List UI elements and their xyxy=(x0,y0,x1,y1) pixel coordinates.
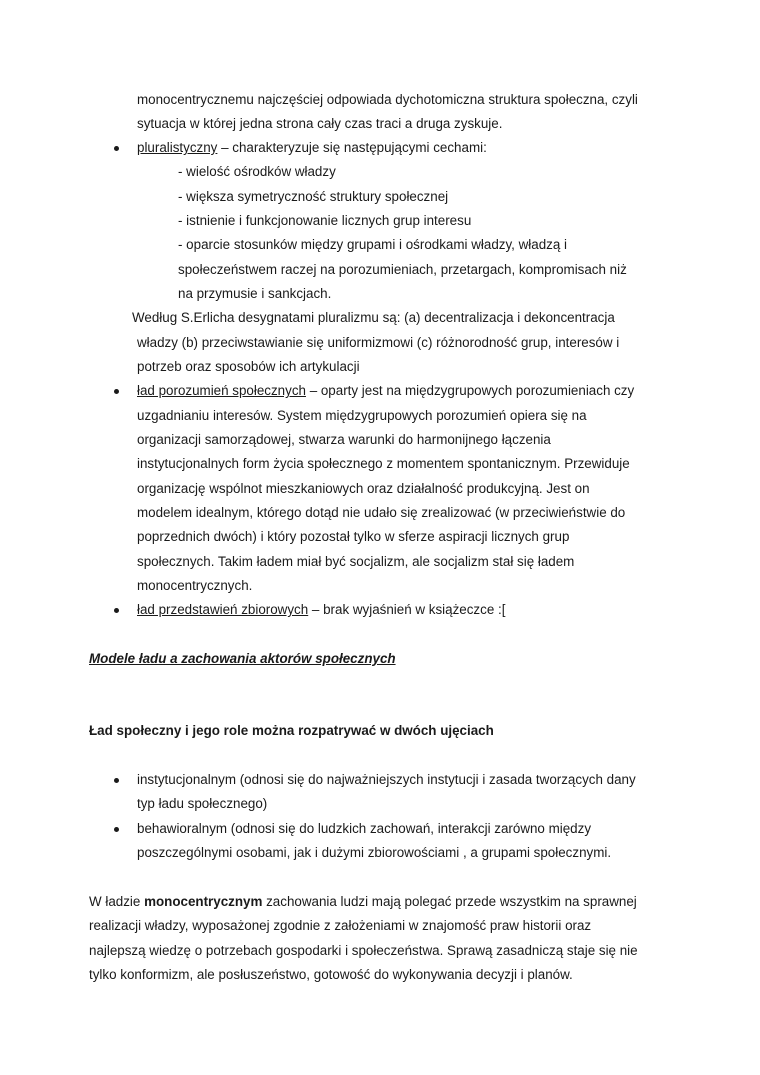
text-line: instytucjonalnym (odnosi się do najważniejszych instytucji i zasada tworzących dany xyxy=(137,772,636,787)
paragraph-line xyxy=(89,893,637,910)
text-line: organizacji samorządowej, stwarza warunki do harmonijnego łączenia xyxy=(137,432,551,447)
text-line: instytucjonalnych form życia społecznego z momentem spontanicznym. Przewiduje xyxy=(137,456,630,471)
text-line: typ ładu społecznego) xyxy=(137,796,268,811)
text-line: realizacji władzy, wyposażonej zgodnie z założeniami w znajomość praw historii oraz xyxy=(89,918,592,933)
text-line: społecznych. Takim ładem miał być socjalizm, ale socjalizm stał się ładem xyxy=(137,554,575,569)
text-line: - wielość ośrodków władzy xyxy=(178,164,336,179)
bullet-icon xyxy=(114,146,119,151)
text-line: behawioralnym (odnosi się do ludzkich zachowań, interakcji zarówno między xyxy=(137,821,592,836)
text-line: organizację wspólnot mieszkaniowych oraz działalność produkcyjną. Jest on xyxy=(137,481,590,496)
text-span: – oparty jest na międzygrupowych porozumieniach czy xyxy=(305,383,635,398)
text-line: władzy (b) przeciwstawianie się uniformizmowi (c) różnorodność grup, interesów i xyxy=(137,335,620,350)
section-heading: Modele ładu a zachowania aktorów społecznych xyxy=(89,651,396,666)
term-social-agreements: ład porozumień społecznych xyxy=(137,383,306,398)
text-line: - istnienie i funkcjonowanie licznych grup interesu xyxy=(178,213,472,228)
text-span: – brak wyjaśnień w książeczce :[ xyxy=(308,602,506,617)
term-collective-representations: ład przedstawień zbiorowych xyxy=(137,602,309,617)
bullet-icon xyxy=(114,608,119,613)
bullet-icon xyxy=(114,827,119,832)
text-line: - oparcie stosunków między grupami i ośrodkami władzy, władzą i xyxy=(178,237,567,252)
text-line: poprzednich dwóch) i który pozostał tylko w sferze aspiracji licznych grup xyxy=(137,529,570,544)
term-pluralistic: pluralistyczny xyxy=(137,140,218,155)
text-line: na przymusie i sankcjach. xyxy=(178,286,332,301)
subheading: Ład społeczny i jego role można rozpatrywać w dwóch ujęciach xyxy=(89,723,494,738)
text-line: uzgadnianiu interesów. System międzygrupowych porozumień opiera się na xyxy=(137,408,587,423)
text-span: – charakteryzuje się następującymi cechami: xyxy=(217,140,487,155)
text-line: tylko konformizm, ale posłuszeństwo, gotowość do wykonywania decyzji i planów. xyxy=(89,967,573,982)
list-item-social-agreements xyxy=(137,382,634,399)
text-line: - większa symetryczność struktury społecznej xyxy=(178,189,449,204)
term-monocentric: monocentrycznym xyxy=(144,894,263,909)
text-span: zachowania ludzi mają polegać przede wszystkim na sprawnej xyxy=(262,894,637,909)
text-line: monocentrycznemu najczęściej odpowiada dychotomiczna struktura społeczna, czyli xyxy=(137,92,638,107)
text-line: poszczególnymi osobami, jak i dużymi zbiorowościami , a grupami społecznymi. xyxy=(137,845,612,860)
text-line: Według S.Erlicha desygnatami pluralizmu są: (a) decentralizacja i dekoncentracja xyxy=(132,310,615,325)
text-line: sytuacja w której jedna strona cały czas traci a druga zyskuje. xyxy=(137,116,503,131)
list-item-collective-representations xyxy=(137,601,505,618)
text-line: społeczeństwem raczej na porozumieniach, przetargach, kompromisach niż xyxy=(178,262,627,277)
bullet-icon xyxy=(114,389,119,394)
text-line: potrzeb oraz sposobów ich artykulacji xyxy=(137,359,360,374)
text-span: W ładzie xyxy=(89,894,145,909)
bullet-icon xyxy=(114,778,119,783)
text-line: monocentrycznych. xyxy=(137,578,253,593)
text-line: modelem idealnym, którego dotąd nie udało się zrealizować (w przeciwieństwie do xyxy=(137,505,626,520)
list-item-pluralistic xyxy=(137,139,487,156)
text-line: najlepszą wiedzę o potrzebach gospodarki i społeczeństwa. Sprawą zasadniczą staje się nie xyxy=(89,943,638,958)
